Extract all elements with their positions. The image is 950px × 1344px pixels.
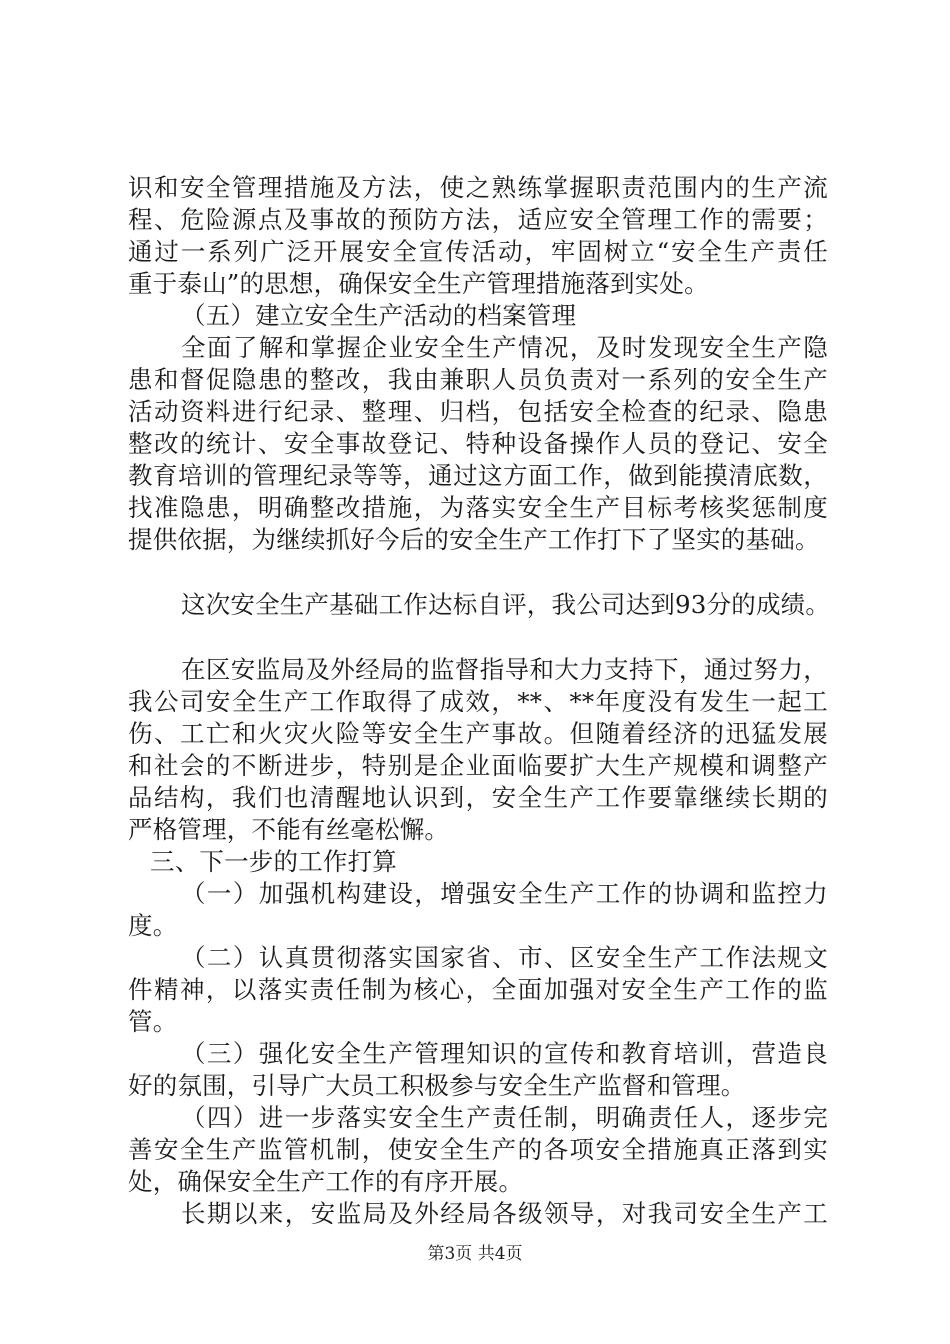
text-line: 伤、工亡和火灾火险等安全生产事故。但随着经济的迅猛发展 (128, 719, 828, 748)
text-line: （二）认真贯彻落实国家省、市、区安全生产工作法规文 (181, 943, 828, 972)
paragraph (128, 172, 828, 300)
text-line: 患和督促隐患的整改，我由兼职人员负责对一系列的安全生产 (128, 365, 828, 394)
text-line: （三）强化安全生产管理知识的宣传和教育培训，营造良 (181, 1039, 828, 1068)
text-line: 我公司安全生产工作取得了成效，**、**年度没有发生一起工 (128, 687, 828, 716)
text-line: 活动资料进行纪录、整理、归档，包括安全检查的纪录、隐患 (128, 397, 828, 426)
text-line: 善安全生产监管机制，使安全生产的各项安全措施真正落到实 (128, 1135, 828, 1164)
list-item (128, 878, 828, 942)
paragraph (128, 654, 828, 846)
text-line: 程、危险源点及事故的预防方法，适应安全管理工作的需要； (128, 205, 828, 234)
text-line: 件精神，以落实责任制为核心，全面加强对安全生产工作的监 (128, 975, 828, 1004)
page-footer: 第3页 共4页 (427, 1244, 523, 1264)
section-heading (128, 300, 828, 332)
list-item (128, 1102, 828, 1198)
text-line: 品结构，我们也清醒地认识到，安全生产工作要靠继续长期的 (128, 783, 828, 812)
paragraph (128, 589, 831, 621)
section-heading (128, 846, 828, 878)
text-line: 整改的统计、安全事故登记、特种设备操作人员的登记、安全 (128, 429, 828, 458)
text-line: 管。 (128, 1007, 178, 1036)
text-line: （四）进一步落实安全生产责任制，明确责任人，逐步完 (181, 1103, 828, 1132)
list-item (128, 942, 828, 1038)
text-line: （一）加强机构建设，增强安全生产工作的协调和监控力 (181, 879, 828, 908)
document-body (128, 172, 831, 1230)
text-line: 严格管理，不能有丝毫松懈。 (128, 815, 450, 844)
text-line: 找准隐患，明确整改措施，为落实安全生产目标考核奖惩制度 (128, 493, 828, 522)
text-line: 识和安全管理措施及方法，使之熟练掌握职责范围内的生产流 (128, 173, 828, 202)
text-line: 全面了解和掌握企业安全生产情况，及时发现安全生产隐 (181, 333, 828, 362)
text-line: 好的氛围，引导广大员工积极参与安全生产监督和管理。 (128, 1071, 746, 1100)
text-line: 处，确保安全生产工作的有序开展。 (128, 1167, 524, 1196)
text-line: 长期以来，安监局及外经局各级领导，对我司安全生产工 (181, 1199, 828, 1228)
text-line: 在区安监局及外经局的监督指导和大力支持下，通过努力， (181, 655, 828, 684)
list-item (128, 1038, 828, 1102)
text-line: 这次安全生产基础工作达标自评，我公司达到93分的成绩。 (181, 590, 831, 619)
paragraph (128, 332, 828, 556)
text-line: 教育培训的管理纪录等等，通过这方面工作，做到能摸清底数， (128, 461, 828, 490)
text-line: 提供依据，为继续抓好今后的安全生产工作打下了坚实的基础。 (128, 525, 820, 554)
text-line: 三、下一步的工作打算 (150, 847, 397, 876)
text-line: 和社会的不断进步，特别是企业面临要扩大生产规模和调整产 (128, 751, 828, 780)
text-line: 度。 (128, 911, 178, 940)
text-line: 重于泰山”的思想，确保安全生产管理措施落到实处。 (128, 269, 709, 298)
text-line: 通过一系列广泛开展安全宣传活动，牢固树立“安全生产责任 (128, 237, 828, 266)
text-line: （五）建立安全生产活动的档案管理 (181, 301, 577, 330)
paragraph (128, 1198, 828, 1230)
